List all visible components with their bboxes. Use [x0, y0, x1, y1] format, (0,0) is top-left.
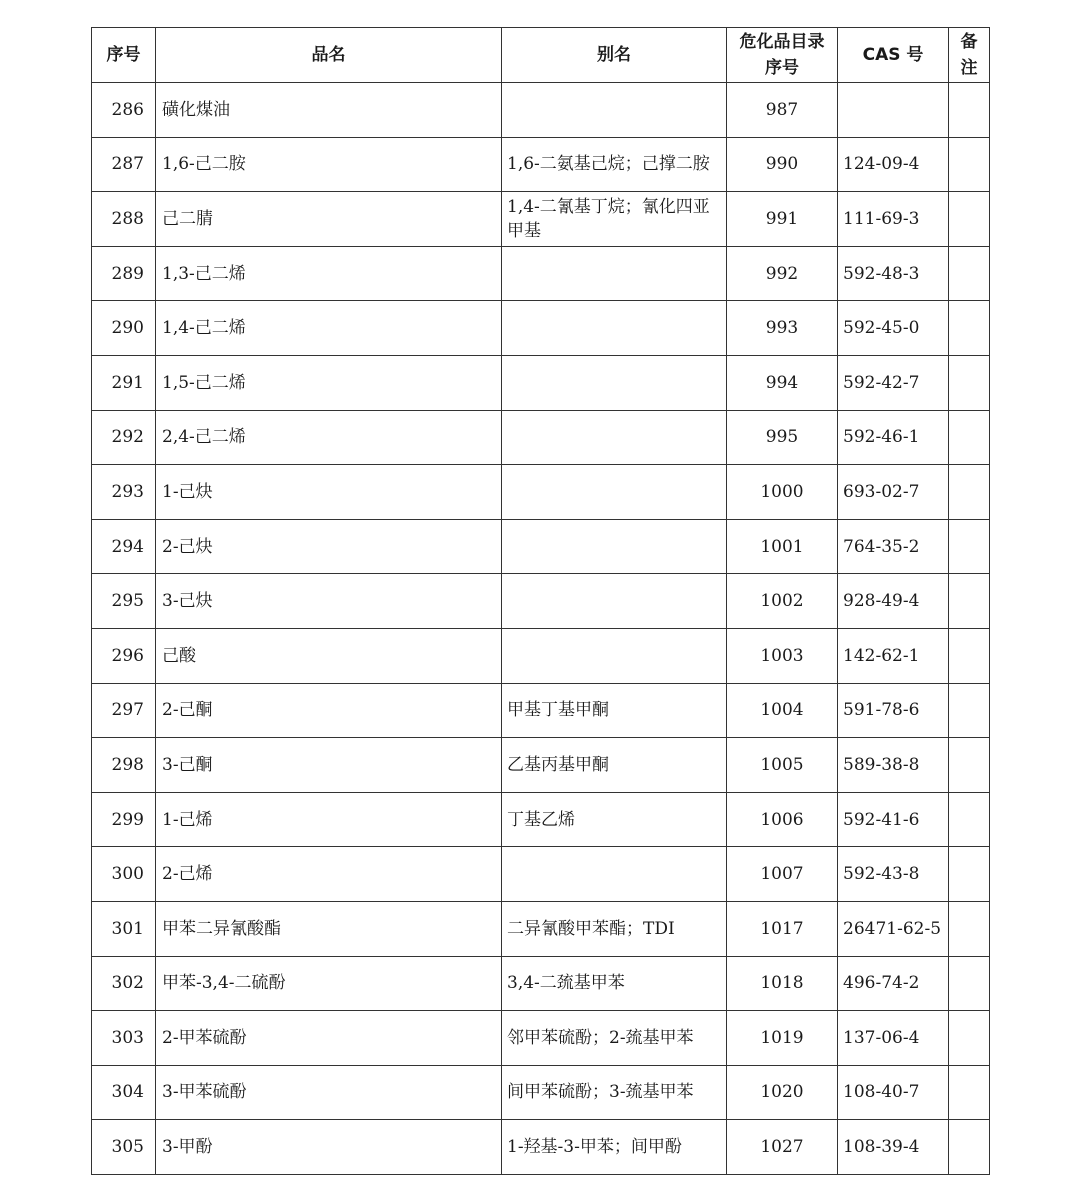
table-row [92, 574, 990, 629]
cell-cas-number: 693-02-7 [838, 465, 949, 520]
cell-name: 磺化煤油 [156, 83, 502, 138]
table-row [92, 83, 990, 138]
table-row [92, 519, 990, 574]
cell-note [949, 83, 990, 138]
table-row [92, 246, 990, 301]
header-note [949, 28, 990, 83]
cell-index: 299 [92, 792, 156, 847]
cell-name: 甲苯二异氰酸酯 [156, 901, 502, 956]
header-catalog-line2: 序号 [765, 58, 799, 78]
cell-catalog-number: 1007 [727, 847, 838, 902]
cell-note [949, 1011, 990, 1066]
table-row [92, 1120, 990, 1175]
cell-note [949, 847, 990, 902]
cell-cas-number: 124-09-4 [838, 137, 949, 192]
table-header-row [92, 28, 990, 83]
table-row [92, 847, 990, 902]
cell-note [949, 956, 990, 1011]
cell-catalog-number: 1020 [727, 1065, 838, 1120]
header-note-line2: 注 [960, 58, 978, 78]
cell-name: 2-甲苯硫酚 [156, 1011, 502, 1066]
cell-catalog-number: 1002 [727, 574, 838, 629]
table-row [92, 901, 990, 956]
cell-alias: 丁基乙烯 [502, 792, 727, 847]
cell-catalog-number: 992 [727, 246, 838, 301]
cell-catalog-number: 1017 [727, 901, 838, 956]
header-alias: 别名 [502, 28, 727, 83]
cell-alias [502, 519, 727, 574]
cell-catalog-number: 1001 [727, 519, 838, 574]
table-row [92, 683, 990, 738]
table-row [92, 301, 990, 356]
cell-alias [502, 301, 727, 356]
cell-name: 2-己酮 [156, 683, 502, 738]
cell-index: 293 [92, 465, 156, 520]
cell-catalog-number: 1000 [727, 465, 838, 520]
cell-index: 302 [92, 956, 156, 1011]
cell-cas-number: 592-43-8 [838, 847, 949, 902]
cell-cas-number: 589-38-8 [838, 738, 949, 793]
cell-index: 301 [92, 901, 156, 956]
cell-catalog-number: 1006 [727, 792, 838, 847]
cell-index: 291 [92, 355, 156, 410]
cell-alias [502, 847, 727, 902]
cell-note [949, 137, 990, 192]
cell-alias [502, 410, 727, 465]
cell-name: 1,5-己二烯 [156, 355, 502, 410]
table-body [92, 83, 990, 1175]
cell-index: 303 [92, 1011, 156, 1066]
cell-alias [502, 465, 727, 520]
cell-name: 己酸 [156, 628, 502, 683]
cell-alias: 甲基丁基甲酮 [502, 683, 727, 738]
table-row [92, 792, 990, 847]
header-index: 序号 [92, 28, 156, 83]
cell-index: 290 [92, 301, 156, 356]
cell-name: 3-己酮 [156, 738, 502, 793]
cell-index: 294 [92, 519, 156, 574]
cell-note [949, 792, 990, 847]
cell-cas-number: 764-35-2 [838, 519, 949, 574]
cell-note [949, 628, 990, 683]
table-row [92, 956, 990, 1011]
cell-cas-number: 142-62-1 [838, 628, 949, 683]
cell-note [949, 738, 990, 793]
cell-catalog-number: 987 [727, 83, 838, 138]
cell-cas-number: 108-40-7 [838, 1065, 949, 1120]
table-row [92, 1065, 990, 1120]
cell-cas-number: 928-49-4 [838, 574, 949, 629]
cell-note [949, 683, 990, 738]
header-cas: CAS 号 [838, 28, 949, 83]
cell-alias: 1-羟基-3-甲苯；间甲酚 [502, 1120, 727, 1175]
cell-catalog-number: 1018 [727, 956, 838, 1011]
table-row [92, 628, 990, 683]
cell-index: 298 [92, 738, 156, 793]
cell-catalog-number: 995 [727, 410, 838, 465]
cell-name: 1-己烯 [156, 792, 502, 847]
cell-note [949, 465, 990, 520]
cell-catalog-number: 990 [727, 137, 838, 192]
cell-cas-number: 496-74-2 [838, 956, 949, 1011]
cell-alias [502, 83, 727, 138]
cell-catalog-number: 1004 [727, 683, 838, 738]
header-catalog [727, 28, 838, 83]
cell-note [949, 355, 990, 410]
cell-index: 297 [92, 683, 156, 738]
cell-cas-number [838, 83, 949, 138]
cell-cas-number: 592-42-7 [838, 355, 949, 410]
cell-alias: 二异氰酸甲苯酯；TDI [502, 901, 727, 956]
header-name: 品名 [156, 28, 502, 83]
cell-note [949, 1065, 990, 1120]
cell-alias [502, 628, 727, 683]
cell-note [949, 519, 990, 574]
table-row [92, 355, 990, 410]
table-row [92, 137, 990, 192]
cell-catalog-number: 1027 [727, 1120, 838, 1175]
cell-catalog-number: 993 [727, 301, 838, 356]
cell-name: 2-己炔 [156, 519, 502, 574]
cell-cas-number: 137-06-4 [838, 1011, 949, 1066]
hazardous-chemicals-table [91, 27, 990, 1175]
cell-alias: 3,4-二巯基甲苯 [502, 956, 727, 1011]
cell-note [949, 410, 990, 465]
chemical-table-container [91, 27, 990, 1175]
cell-index: 295 [92, 574, 156, 629]
cell-cas-number: 592-41-6 [838, 792, 949, 847]
cell-index: 287 [92, 137, 156, 192]
cell-note [949, 1120, 990, 1175]
cell-catalog-number: 994 [727, 355, 838, 410]
cell-alias [502, 355, 727, 410]
table-row [92, 1011, 990, 1066]
cell-alias: 1,4-二氰基丁烷；氰化四亚甲基 [502, 192, 727, 247]
cell-alias: 1,6-二氨基己烷；己撑二胺 [502, 137, 727, 192]
cell-name: 己二腈 [156, 192, 502, 247]
cell-catalog-number: 991 [727, 192, 838, 247]
cell-index: 288 [92, 192, 156, 247]
cell-name: 1,3-己二烯 [156, 246, 502, 301]
cell-alias [502, 574, 727, 629]
table-row [92, 192, 990, 247]
cell-cas-number: 592-48-3 [838, 246, 949, 301]
cell-name: 3-甲苯硫酚 [156, 1065, 502, 1120]
table-row [92, 410, 990, 465]
cell-catalog-number: 1003 [727, 628, 838, 683]
cell-note [949, 301, 990, 356]
cell-index: 289 [92, 246, 156, 301]
cell-catalog-number: 1019 [727, 1011, 838, 1066]
cell-catalog-number: 1005 [727, 738, 838, 793]
cell-note [949, 246, 990, 301]
cell-alias [502, 246, 727, 301]
cell-alias: 邻甲苯硫酚；2-巯基甲苯 [502, 1011, 727, 1066]
cell-alias: 间甲苯硫酚；3-巯基甲苯 [502, 1065, 727, 1120]
table-row [92, 738, 990, 793]
cell-name: 3-甲酚 [156, 1120, 502, 1175]
cell-name: 1-己炔 [156, 465, 502, 520]
cell-cas-number: 592-46-1 [838, 410, 949, 465]
cell-cas-number: 591-78-6 [838, 683, 949, 738]
cell-index: 296 [92, 628, 156, 683]
header-catalog-line1: 危化品目录 [739, 32, 825, 52]
cell-index: 286 [92, 83, 156, 138]
cell-cas-number: 111-69-3 [838, 192, 949, 247]
cell-name: 2,4-己二烯 [156, 410, 502, 465]
cell-name: 1,4-己二烯 [156, 301, 502, 356]
table-row [92, 465, 990, 520]
cell-index: 292 [92, 410, 156, 465]
cell-index: 305 [92, 1120, 156, 1175]
cell-alias: 乙基丙基甲酮 [502, 738, 727, 793]
cell-cas-number: 108-39-4 [838, 1120, 949, 1175]
cell-cas-number: 26471-62-5 [838, 901, 949, 956]
cell-name: 1,6-己二胺 [156, 137, 502, 192]
cell-note [949, 574, 990, 629]
cell-index: 300 [92, 847, 156, 902]
header-note-line1: 备 [960, 32, 978, 52]
cell-name: 2-己烯 [156, 847, 502, 902]
cell-cas-number: 592-45-0 [838, 301, 949, 356]
cell-note [949, 901, 990, 956]
cell-note [949, 192, 990, 247]
cell-index: 304 [92, 1065, 156, 1120]
cell-name: 甲苯-3,4-二硫酚 [156, 956, 502, 1011]
cell-name: 3-己炔 [156, 574, 502, 629]
